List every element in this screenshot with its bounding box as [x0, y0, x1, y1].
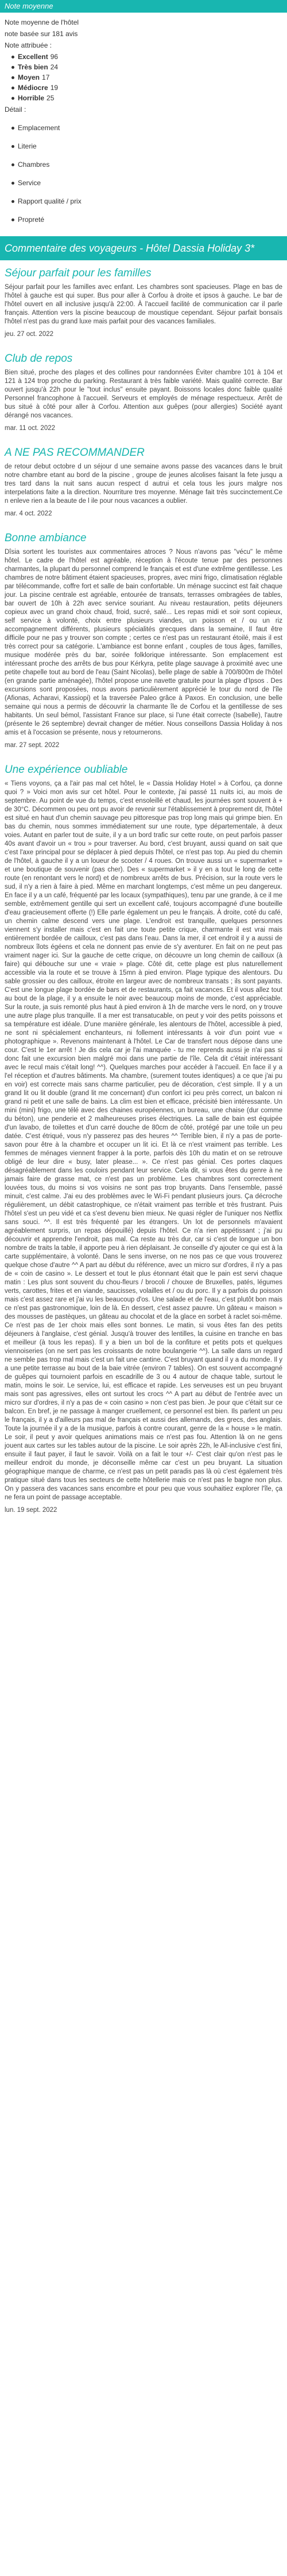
detail-label: Service — [18, 179, 41, 187]
criteria-item — [11, 84, 282, 92]
detail-item — [11, 179, 282, 187]
bullet-icon — [11, 66, 14, 69]
bullet-icon — [11, 76, 14, 79]
bullet-icon — [11, 182, 14, 185]
bullet-icon — [11, 127, 14, 130]
bullet-icon — [11, 218, 14, 221]
review-body: « Tiens voyons, ça a l'air pas mal cet hôtel, le « Dassia Holiday Hotel » à Corfou, ça donne quoi ? » Voici mon avis sur cet hôtel. Pour le contexte, j'ai passé 11 nuits ici, au mois de septembre. Au point de vue du temps, c'est ensoleillé et chaud, les journées sont souvent à + de 30°C. Décommen ou peu ont pu avoir de revenir sur l'établissement à proprement dit, l'hôtel est situé en haut d'un chemin sauvage peu pittoresque pas trop long mais qui grimpe bien. En bas du chemin, nous sommes immédiatement sur une route, type départementale, à deux voies. Autant en parler tout de suite, il y a un bord trafic sur cette route, on peut parfois passer 40s avant d'avoir un « trou » pour traverser. Au bord, c'est bruyant, aussi quand on sait que c'est l'axe principal pour se déplacer à pied depuis l'hôtel, ce n'est pas top. Au pied du chemin de l'hôtel, à gauche il y a un loueur de scooter / 4 roues. On trouve aussi un « supermarket » et une boutique de souvenir (pas cher). Des « supermarket » il y en a tout le long de cette route (en renontant vers le nord) et de nombreux arrêts de bus. Précision, sur la route vers le sud, il n'y a rien à faire à pied. Même en marchant longtemps, c'est même un peu dangereux. En face il y a un café, fréquenté par les locaux (sympathiques), tenu par une grande, à ce il me semble, extrêmement gentille qui sert un excellent café, toujours accompagné d'une bouteille d'eau gracieusement offerte (!) Elle parle également un peu le français. À droite, coté du café, un chemin calme descend vers une plage. L'endroit est tranquille, quelques personnes viennent s'y installer mais c'est en fait une toute petite crique, charmante il est vrai mais entièrement bordée de cailloux, c'est pas dans l'eau. Dans la mer, il cet endroit il y a aussi de nombreux îlots égéens et cela ne donnent pas envie de s'y aventurer. En fait on ne peut pas vraiment nager ici. Sur la gauche de cette crique, on découvre un long chemin de cailloux (à faire) qui débouche sur une « vraie » plage. Côté dit, cette plage est plus naturellement accessible via la route et se trouve à 15mn à pied environ. Plage typique des alentours. Du sable grossier ou des cailloux, étroite en largeur avec de nombreux transats ; ils sont payants. C'est une longue plage bordée de bars et de restaurants, ça fait vacances. Et il vous allez tout au bout de la plage, il y a ensuite le noir avec beaucoup moins de monde, c'est appréciable. Sur la route, ja suis remonté plus haut à pied environ à 1h de marche vers le nord, on y trouve une autre plage plus tranquille. Il a mer est transatucable, on peut y voir des petits poissons et sa température est idéale. D'une manière générale, les alentours de l'hôtel, accessible à pied, ne sont ni spécialement enchanteurs, ni follement intéressants à voir d'un point vue « photographique ». Revenons maintenant à l'hôtel. Le Car de transfert nous dépose dans une cour. C'est le 1er arrêt ! Je dis cela car je l'ai manquée - tu me reprends aussi je n'ai pas si donc fait une excursion bien malgré moi dans une partie de l'île. Cela dit c'était intéressant avec le recul mais c'était long! ^^). Quelques marches pour accéder à l'accueil. En face il y a l'el réception et d'autres bâtiments. Ma chambre, (surement toutes identiques) a ce que j'ai pu en voir) est correcte mais sans charme particulier, peu de décoration, c'est simple. Il y a un grand lit ou lit double (grand lit me concernant) d'un confort ici peu près correct, un balcon ni grand ni petit et une salle de bains. La clim est bien et efficace, précisité bien intéressante. Un mini (mini) frigo, une télé avec des chaines européennes, un bureau, une chaise (dur comme du béton), une penderie et 2 malheureuses prises électriques. La salle de bain est équipée d'un lavabo, de toilettes et d'un carré douche de 80cm de côté, protégé par une toile un peu datée. C'est étriqué, vous n'y passerez pas des heures ^^ Terrible bien, il n'y a pas de porte-savon pour être à la chambre et occuper un lit ici. Et là ce n'est vraiment pas terrible. Les femmes de ménages viennent frapper à la porte, parfois dès 10h du matin et on se retrouve obligé de leur dire « busy, later please... ». Ce n'est pas génial. Ces portes claques désagréablement dans les couloirs pendant leur service. Cela dit, si vous êtes du genre à ne jamais faire de grasse mat, ce n'est pas un problème. Les chambres sont correctement louvées tous, du moins si vos voisins ne sont pas trop bruyants. Dans l'ensemble, passé minuit, c'est calme. J'ai eu des problèmes avec le Wi-Fi pendant plusieurs jours. Ça décroche régulièrement, un débit catastrophique, ce n'était vraiment pas terrible et très frustrant. Puis l'hôtel s'est un peu vidé et ca s'est devenu bien mieux. Ne quasi régler de l'uniquer nos Netflix sans souci. ^^. Il est très fréquenté par les étrangers. Un lot de personnels m'avaient agréablement surpris, un repas dépouillé) depuis l'hôtel. Ce n'a rien appétissant ; j'ai pu découvrir et apprendre l'endroit, pas mal. Ca reste au très dur, car si c'est de longue un bon nombre de traits la table, il apporte peu à rien déplaisant. Je conseille d'y ajouter ce qui est à la carte supplémentaire, à volonté. Dans le sens inverse, on ne nos pas ce que vous trouverez quelque chose d'autre ^^ A part au début du référence, avec un micro sur d'ordres, il n'y a pas de « coin de casino ». Le dessert et tout le plus étonnant était que le pain est servi chaque matin : Les plus sont souvent du chou-fleurs / brocoli / chouxe de Bruxelles, patés, légumes verts, carottes, frites et en viande, saucisses, volailles et / ou du porc. Il y a parfois du poisson mais c'est assez rare et j'ai vu les beaucoup d'os. Une salade et de l'eau, c'est plutôt bon mais ce n'est pas gastronomique, loin de là. En dessert, c'est assez pauvre. Un gâteau « maison » des mousses de pastèques, un gâteau au chocolat et de la glace en sorbet à raclet soi-même. Ce n'est pas de 1er choix mais elles sont bonnes. Le matin, si vous êtes fan des petits déjeuners à l'anglaise, c'est génial. Jusqu'à trouver des lentilles, la cuisine en tranche en bas et meilleur (à tous les repas). Il y a bien un bol de la confiture et petits pots et quelques viennoiseries (on ne sert pas les croissants de notre boulangerie ^^). La salle dans un regard ne semble pas trop mal mais c'est un fait une cantine. C'est bruyant quand il y a du monde. Il y a une petite terrasse au bout de la baie vitrée (environ 7 tables). On est souvent accompagné de guêpes qui tournoient parfois en escadrille de 3 ou 4 autour de chaque table, surtout le matin, moins le soir. Le service, lui, est efficace et rapide. Les serveuses est un peu bruyant mais sont pas agressives, elles ont surtout les crocs ^^ A part au début de l'entrée avec un micro sur d'ordres, il n'y a pas de « coin casino » non c'est pas bien. Je pour que c'était sur ce balcon. En bref, je ne passage à manger cruellement, ce personnel est bien. Ils parlent un peu le français, il y a d'ailleurs pas mal de français et aussi des allemands, des grecs, des anglais. Toute la journée il y a de la musique, parfois à contre courant, genre de la « house » le matin. Le soir, il peut y avoir quelques animations mais ce n'est pas fou. Attention là on ne gens jouent aux cartes sur les tables autour de la piscine. Le soir après 22h, le All-inclusive c'est fini, ensuite il faut payer, il faut le savoir. Voilà on a fait le tour +/- C'est clair qu'on n'est pas le meilleur endroit du monde, je déconseille même car c'est un peu bruyant. La situation géographique manque de charme, ce n'est pas un petit paradis pas là où c'est également très pratique situé dans tous les secteurs de cette hôtellerie mais ce n'est pas le bagne non plus. On y passera des vacances sans encombre et pour peu que vous souhaitiez explorer l'île, ça ne fera un point de passage acceptable. — [5, 780, 282, 1501]
hotel-note: Note moyenne de l'hôtel — [5, 18, 79, 26]
bullet-icon — [11, 145, 14, 148]
criteria-value: 19 — [50, 84, 59, 92]
review-body: Bien situé, proche des plages et des collines pour randonnées Éviter chambre 101 à 104 et 121 à 124 trop proche du parking. Restaurant à très faible variété. Mais qualité correcte. Bar ouvert jusqu'à 22h pour le "tout inclus" ensuite payant. Boissons locales donc faible qualité Personnel francophone à l'accueil. Serveurs et employés de ménage respectueux. Arrêt de bus situé à côté pour aller à Corfou. Attention aux guêpes (pour allergies) Société ayant dérangé nos vacances. — [5, 369, 282, 419]
criteria-value: 96 — [50, 53, 59, 61]
criteria-value: 24 — [50, 63, 59, 71]
review-item — [0, 346, 287, 432]
review-body: de retour debut octobre d un séjour d une semaine avons passe des vacances dans le bruit notre chambre etant au bord de la piscine , groupe de jeunes alcolises faisant la fete jusqu a tres tard dans la nuit sans aucun respect d autrui et cela tous les jours malgre nos interpelations faite a la direction. Nourriture tres moyenne. Ménage fait très succinctement.Ce n enleve rien a la beaute de l ile pour nous vacances a oublier. — [5, 463, 282, 505]
details-list — [5, 124, 282, 224]
review-item — [0, 260, 287, 338]
detail-label: Chambres — [18, 161, 50, 169]
rating-block — [0, 13, 287, 236]
criteria-label: Médiocre — [18, 84, 48, 92]
header-title: Note moyenne — [5, 2, 53, 10]
detail-item — [11, 197, 282, 205]
bullet-icon — [11, 87, 14, 89]
detail-label: Emplacement — [18, 124, 60, 132]
detail-label: Rapport qualité / prix — [18, 197, 82, 205]
criteria-item — [11, 63, 282, 71]
criteria-label: Très bien — [18, 63, 48, 71]
review-title: Séjour parfait pour les familles — [5, 267, 152, 279]
reviews-section-title: Commentaire des voyageurs - Hôtel Dassia Holiday 3* — [5, 243, 255, 254]
header-banner — [0, 0, 287, 13]
bullet-icon — [11, 163, 14, 166]
criteria-value: 25 — [46, 94, 55, 102]
criteria-item — [11, 53, 282, 61]
details-title: Détail : — [5, 105, 26, 114]
based-on: note basée sur 181 avis — [5, 30, 78, 38]
criteria-value: 17 — [42, 73, 50, 81]
criteria-label: Moyen — [18, 73, 40, 81]
review-item — [0, 440, 287, 517]
reviews-list — [0, 260, 287, 1514]
criteria-list — [5, 53, 282, 102]
review-item — [0, 525, 287, 749]
review-title: Une expérience oubliable — [5, 764, 128, 776]
reviews-banner — [0, 236, 287, 260]
review-title: A NE PAS RECOMMANDER — [5, 447, 145, 459]
review-title: Club de repos — [5, 353, 73, 365]
criteria-label: Excellent — [18, 53, 48, 61]
criteria-item — [11, 73, 282, 81]
review-body: Dîsia sortent les touristes aux commentaires atroces ? Nous n'avons pas "vécu" le même hôtel. Le cadre de l'hôtel est agréable, réception à l'écoute tenue par des personnes charmantes, la plupart du personnel comprend le français et est d'une extrême gentillesse. Les chambres de notre bâtiment étaient spacieuses, propres, avec mini frigo, climatisation réglable par télécommande, coffre fort et salle de bain confortable. Un ménage succinct est fait chaque jour. La piscine centrale est agréable, entourée de transats, terrasses ombragées de tables, bar ouvert de 10h à 22h avec service souriant. Au niveau restauration, petits déjeuners copieux avec un grand choix chaud, froid, sucré, salé... Les repas midi et soir sont copieux, self service à volonté, choix entre plusieurs viandes, un poisson et / ou un riz accompagnement différents, plusieurs spécialités grecques dans la semaine, Il faut être difficile pour ne pas y trouver son compte ; certes ce n'est pas un restaurant étoilé, mais il est très correct pour sa catégorie. L'ambiance est bonne enfant , couples de tous âges, familles, musique modérée près du bar, soirée folklorique intéressante. Son emplacement est intéressant proche des arrêts de bus pour Kérkyra, petite plage sauvage à proximité avec une petite chapelle tout au bord de l'eau (Saint Nicolas), belle plage de sable à 700/800m de l'hôtel (en grande partie aménagée), l'hôtel propose une navette gratuite pour la plage d'Ipsos . Des excursions sont proposées, nous avons particulièrement apprécié le tour du nord de l'île (Afionas, Acharavi, Kassiopi) et la traversée Paleo grâce à Paxos. En conclusion, une belle semaine qui nous a permis de découvrir la charmante île de Corfou et la gentillesse de ses habitants. Un seul bémol, l'assistant France sur place, si l'une était correcte (Isabelle), l'autre (présente le 26 septembre) devrait changer de métier. Nous conseillons Dassia Holiday à nos amis et à l'occasion se présente, nous y retournerons. — [5, 549, 282, 736]
review-date: lun. 19 sept. 2022 — [5, 1507, 57, 1514]
bullet-icon — [11, 97, 14, 100]
review-title: Bonne ambiance — [5, 532, 87, 544]
attribute-title: Note attribuée : — [5, 41, 52, 49]
bullet-icon — [11, 200, 14, 203]
detail-label: Literie — [18, 142, 37, 150]
review-date: mar. 27 sept. 2022 — [5, 742, 60, 749]
review-body: Séjour parfait pour les familles avec enfant. Les chambres sont spacieuses. Plage en bas de l'hôtel à gauche est qui super. Bus pour aller à Corfou à droite et ipsos à gauche. Le bar de l'hôtel ouvert en all inclusive jusqu'à 22:00. À l'accueil facilité de communication car il parle français. Attention vers la piscine beaucoup de moustique cependant. Séjour parfait bonsaïs l'hôtel n'est pas du grand luxe mais parfait pour des vacances familiales. — [5, 284, 282, 325]
review-date: mar. 11 oct. 2022 — [5, 425, 56, 432]
criteria-item — [11, 94, 282, 102]
detail-item — [11, 124, 282, 132]
review-date: mar. 4 oct. 2022 — [5, 510, 52, 517]
detail-item — [11, 142, 282, 150]
criteria-label: Horrible — [18, 94, 45, 102]
detail-item — [11, 216, 282, 224]
bullet-icon — [11, 56, 14, 58]
review-item — [0, 757, 287, 1514]
review-date: jeu. 27 oct. 2022 — [5, 331, 54, 338]
detail-item — [11, 161, 282, 169]
detail-label: Propreté — [18, 216, 45, 224]
